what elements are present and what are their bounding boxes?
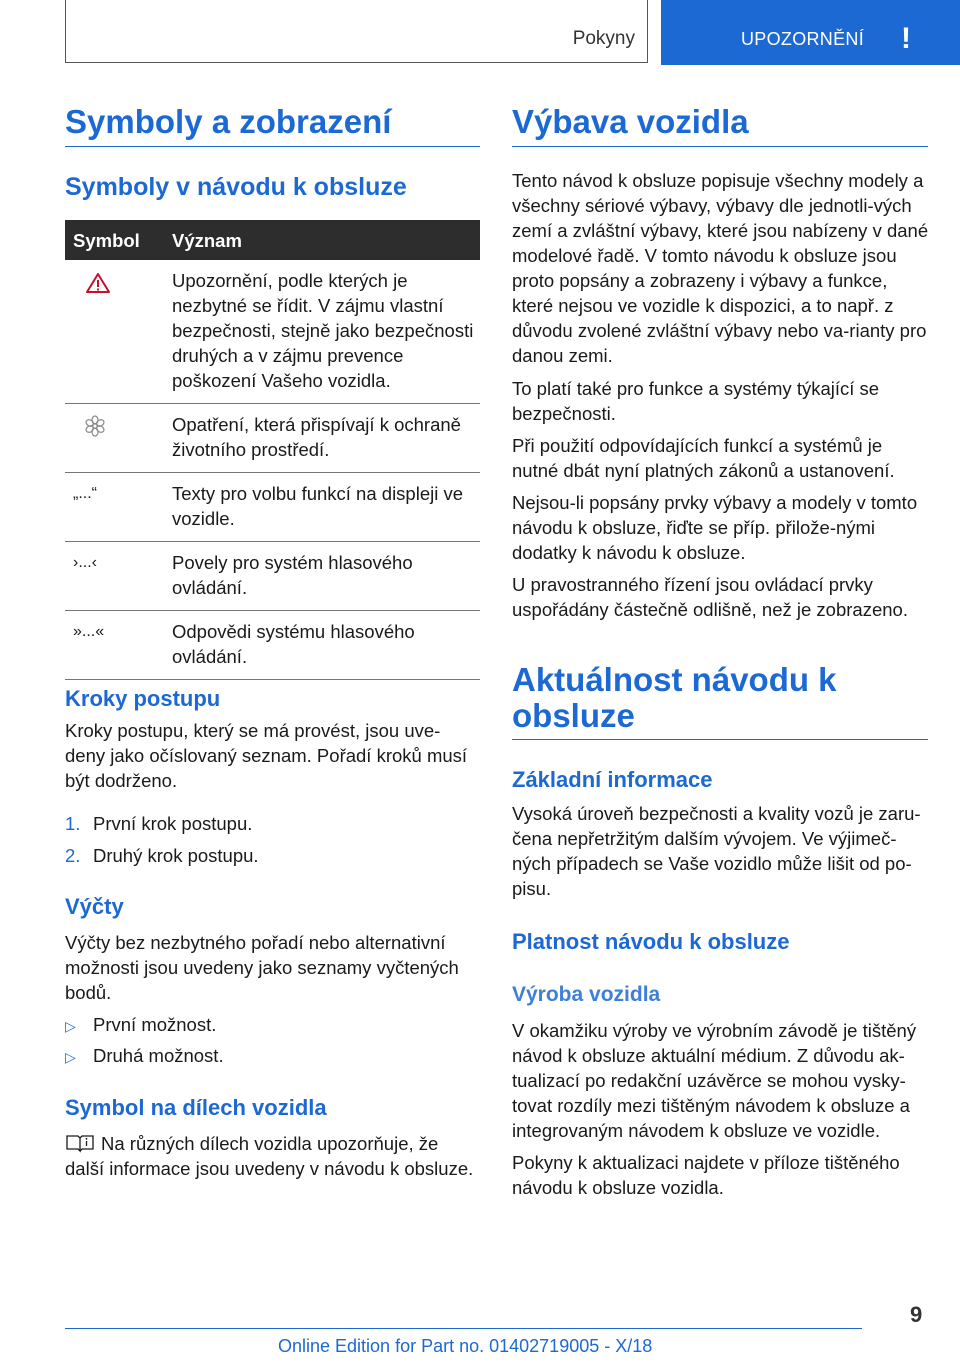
row-meaning: Texty pro volbu funkcí na displeji ve vozidle. <box>172 473 480 542</box>
bullet-text: Druhá možnost. <box>93 1045 224 1066</box>
footer-rule <box>65 1328 862 1329</box>
production-text: V okamžiku výroby ve výrobním závodě je tištěný návod k obsluze aktuální médium. Z důvodu ak-tualizací po redakční uzávěrce se mohou vysky-tovat rozdíly mezi tištěným návodem k obsluze a integrovaným návodem k obsluze ve vozidle. <box>512 1020 917 1141</box>
production-heading: Výroba vozidla <box>512 983 661 1006</box>
manual-book-icon <box>65 1133 95 1153</box>
step-text: Druhý krok postupu. <box>93 845 259 866</box>
equipment-paragraph: Tento návod k obsluze popisuje všechny modely a všechny sériové výbavy, výbavy dle jednotli-vých zemí a zvláštní výbavy, které jsou nabízeny v dané modelové řadě. V tomto návodu k obsluze jsou proto popsány a zobrazeny i výbavy a funkce, které nejsou ve vozidle k dispozici, a to např. z důvodu zvolené zvláštní výbavy nebo va-rianty pro danou zemi. <box>512 170 929 366</box>
exclamation-icon: ! <box>901 22 911 55</box>
equipment-paragraph: U pravostranného řízení jsou ovládací prvky uspořádány částečně odlišně, než je zobrazeno. <box>512 574 908 620</box>
row-meaning: Odpovědi systému hlasového ovládání. <box>172 611 480 680</box>
equipment-paragraph: Při použití odpovídajících funkcí a systémů je nutné dbát nyní platných zákonů a ustanovení. <box>512 435 895 481</box>
environment-flower-icon <box>83 414 107 438</box>
step-number: 2. <box>65 845 81 866</box>
page-title-right: Výbava vozidla <box>512 103 749 140</box>
step-number: 1. <box>65 813 81 834</box>
page-title-left: Symboly a zobrazení <box>65 103 392 140</box>
header-tab <box>661 0 960 65</box>
lists-heading: Výčty <box>65 894 124 919</box>
table-row <box>65 404 480 473</box>
symbols-heading: Symboly v návodu k obsluze <box>65 173 407 201</box>
header-section-title: Pokyny <box>572 28 635 49</box>
symbols-table <box>65 220 480 680</box>
row-meaning: Upozornění, podle kterých je nezbytné se řídit. V zájmu vlastní bezpečnosti, stejně jako bezpečnosti druhých a v zájmu prevence poškození Vašeho vozidla. <box>172 260 480 404</box>
title-rule <box>512 146 928 147</box>
updates-text: Pokyny k aktualizaci najdete v příloze tištěného návodu k obsluze vozidla. <box>512 1152 900 1198</box>
list-item <box>65 1043 480 1070</box>
col-symbol-header: Symbol <box>65 220 172 260</box>
bullet-triangle-icon: ▷ <box>65 1049 76 1065</box>
row-symbol: »...« <box>65 611 172 680</box>
parts-heading: Symbol na dílech vozidla <box>65 1095 327 1120</box>
edition-note: Online Edition for Part no. 01402719005 - X/18 <box>278 1336 653 1356</box>
list-item <box>65 811 480 836</box>
validity-heading: Platnost návodu k obsluze <box>512 929 790 954</box>
equipment-paragraph: To platí také pro funkce a systémy týkající se bezpečnosti. <box>512 378 880 424</box>
bullet-triangle-icon: ▷ <box>65 1018 76 1034</box>
step-text: První krok postupu. <box>93 813 253 834</box>
lists-text: Výčty bez nezbytného pořadí nebo alternativní možnosti jsou uvedeny jako seznamy vyčtených bodů. <box>65 932 459 1003</box>
row-symbol: „...“ <box>65 473 172 542</box>
title-rule <box>65 146 480 147</box>
warning-triangle-icon <box>85 272 111 294</box>
header-tab-label: UPOZORNĚNÍ <box>741 29 865 49</box>
page-number: 9 <box>910 1302 923 1327</box>
basic-info-text: Vysoká úroveň bezpečnosti a kvality vozů je zaru-čena nepřetržitým dalším vývojem. Ve výjimeč-ných případech se Vaše vozidlo může lišit od po-pisu. <box>512 803 921 899</box>
table-row <box>65 611 480 680</box>
row-meaning: Opatření, která přispívají k ochraně životního prostředí. <box>172 404 480 473</box>
section-title-currency: Aktuálnost návodu k obsluze <box>512 661 837 734</box>
list-item <box>65 1012 480 1039</box>
parts-paragraph <box>65 1131 480 1181</box>
steps-text: Kroky postupu, který se má provést, jsou uve-deny jako očíslovaný seznam. Pořadí kroků musí být dodrženo. <box>65 720 468 791</box>
title-rule <box>512 739 928 740</box>
header-frame <box>65 0 648 63</box>
steps-heading: Kroky postupu <box>65 686 221 711</box>
row-meaning: Povely pro systém hlasového ovládání. <box>172 542 480 611</box>
bullet-text: První možnost. <box>93 1014 217 1035</box>
table-row <box>65 542 480 611</box>
table-row <box>65 260 480 404</box>
basic-info-heading: Základní informace <box>512 767 713 792</box>
list-item <box>65 843 480 868</box>
col-meaning-header: Význam <box>172 220 480 260</box>
equipment-paragraph: Nejsou-li popsány prvky výbavy a modely v tomto návodu k obsluze, řiďte se příp. přilože-nými dodatky k návodu k obsluze. <box>512 492 918 563</box>
row-symbol: ›...‹ <box>65 542 172 611</box>
parts-text: Na různých dílech vozidla upozorňuje, že další informace jsou uvedeny v návodu k obsluze. <box>65 1133 474 1179</box>
table-row <box>65 473 480 542</box>
